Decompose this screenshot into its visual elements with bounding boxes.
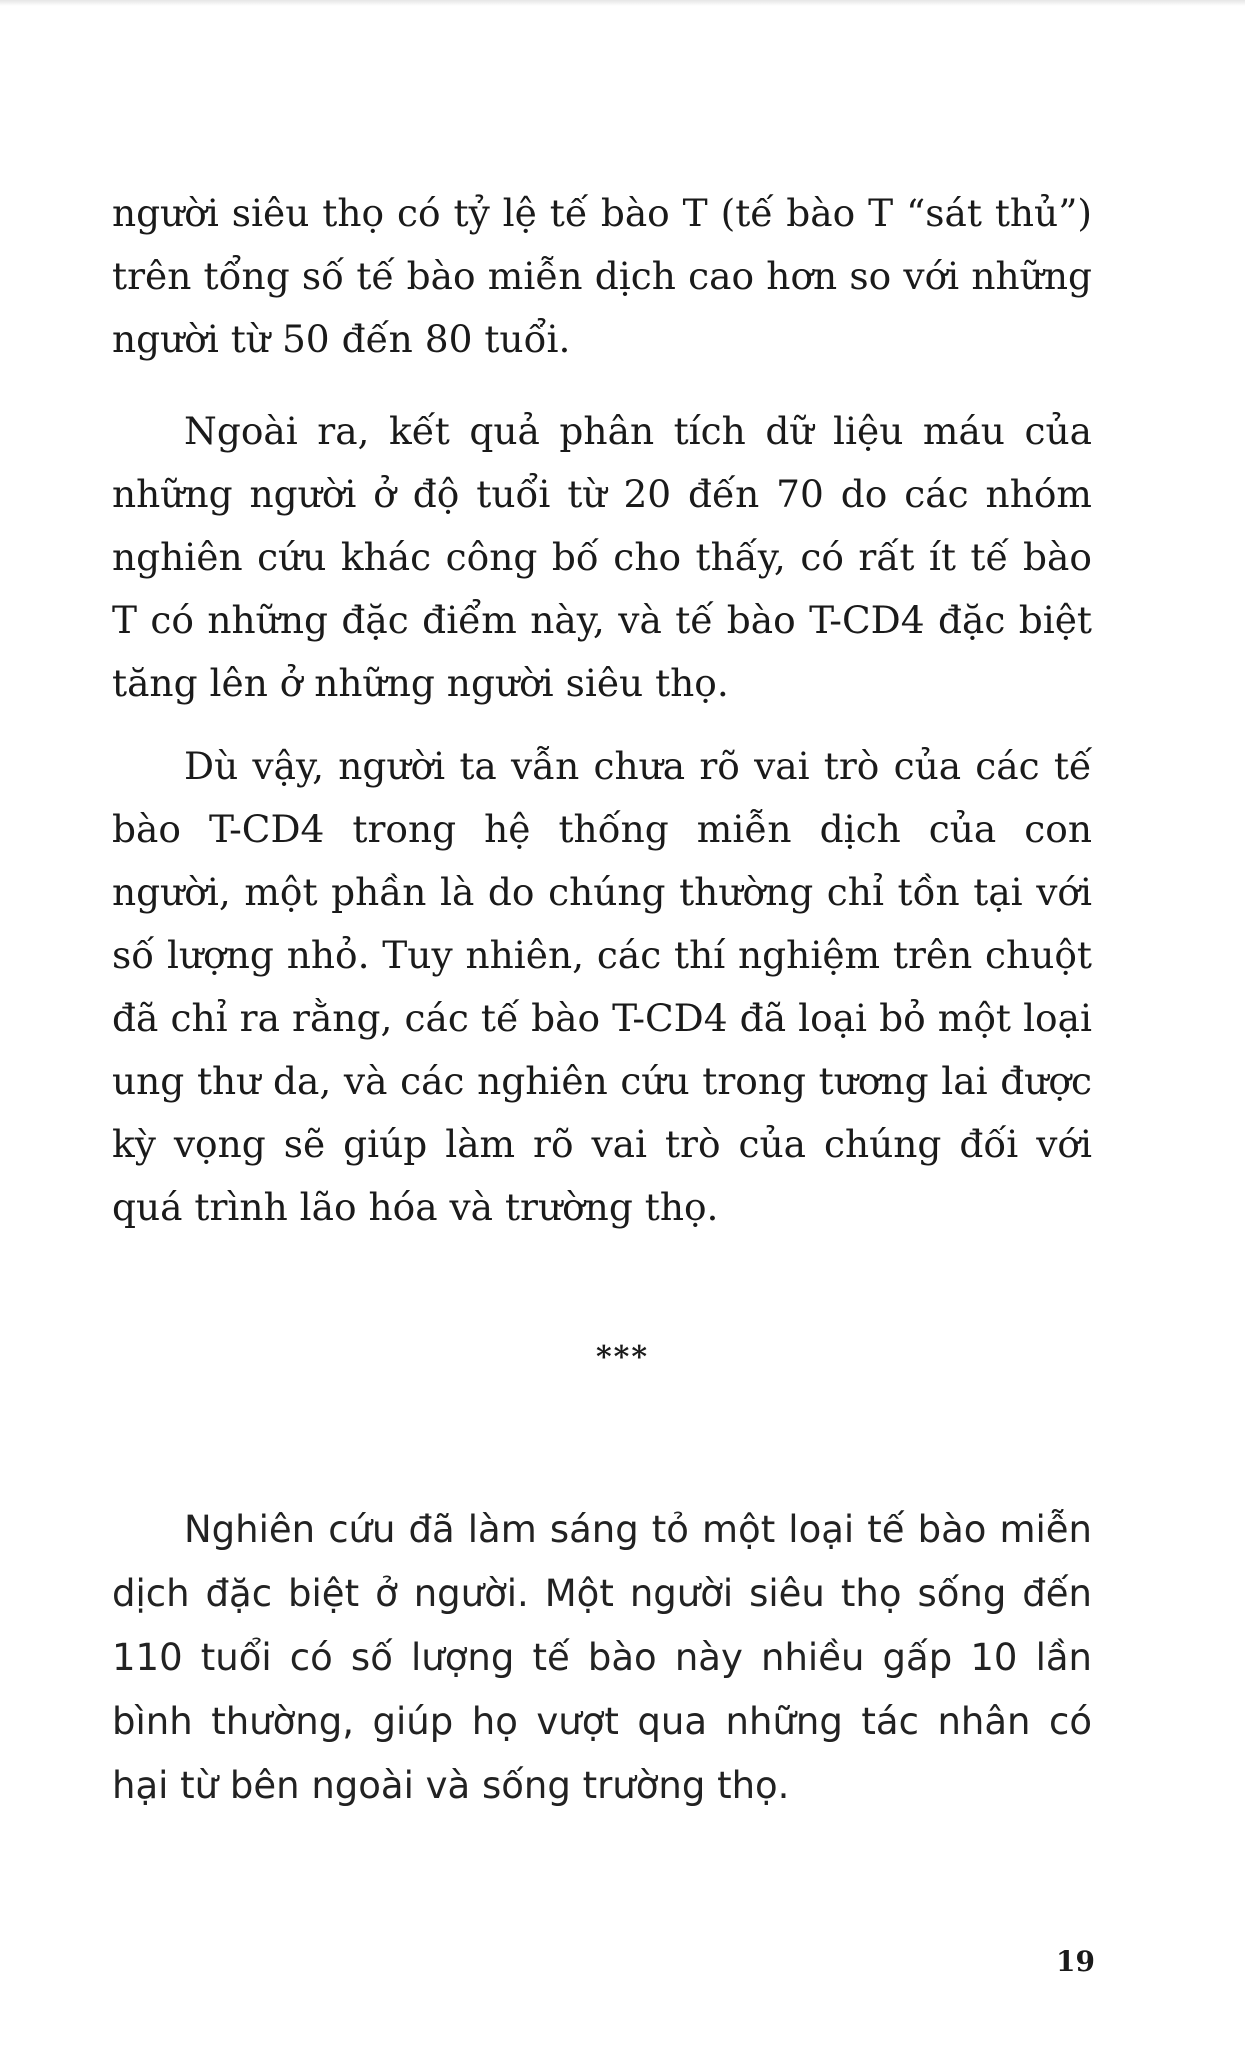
- section-separator: ***: [595, 1340, 650, 1375]
- page-top-edge: [0, 0, 1245, 6]
- paragraph-2: Ngoài ra, kết quả phân tích dữ liệu máu của những người ở độ tuổi từ 20 đến 70 do các nhóm nghiên cứu khác công bố cho thấy, có rất ít tế bào T có những đặc điểm này, và tế bào T-CD4 đặc biệt tăng lên ở những người siêu thọ.: [112, 409, 1092, 705]
- paragraph-1: người siêu thọ có tỷ lệ tế bào T (tế bào T “sát thủ”) trên tổng số tế bào miễn dịch cao hơn so với những người từ 50 đến 80 tuổi.: [112, 191, 1092, 361]
- summary-paragraph: Nghiên cứu đã làm sáng tỏ một loại tế bào miễn dịch đặc biệt ở người. Một người siêu thọ sống đến 110 tuổi có số lượng tế bào này nhiều gấp 10 lần bình thường, giúp họ vượt qua những tác nhân có hại từ bên ngoài và sống trường thọ.: [112, 1508, 1092, 1807]
- paragraph-results: [112, 400, 1092, 715]
- paragraph-3: Dù vậy, người ta vẫn chưa rõ vai trò của các tế bào T-CD4 trong hệ thống miễn dịch của con người, một phần là do chúng thường chỉ tồn tại với số lượng nhỏ. Tuy nhiên, các thí nghiệm trên chuột đã chỉ ra rằng, các tế bào T-CD4 đã loại bỏ một loại ung thư da, và các nghiên cứu trong tương lai được kỳ vọng sẽ giúp làm rõ vai trò của chúng đối với quá trình lão hóa và trường thọ.: [112, 744, 1092, 1229]
- paragraph-continuation: [112, 182, 1092, 371]
- page-number: 19: [1056, 1945, 1095, 1978]
- paragraph-discussion: [112, 735, 1092, 1239]
